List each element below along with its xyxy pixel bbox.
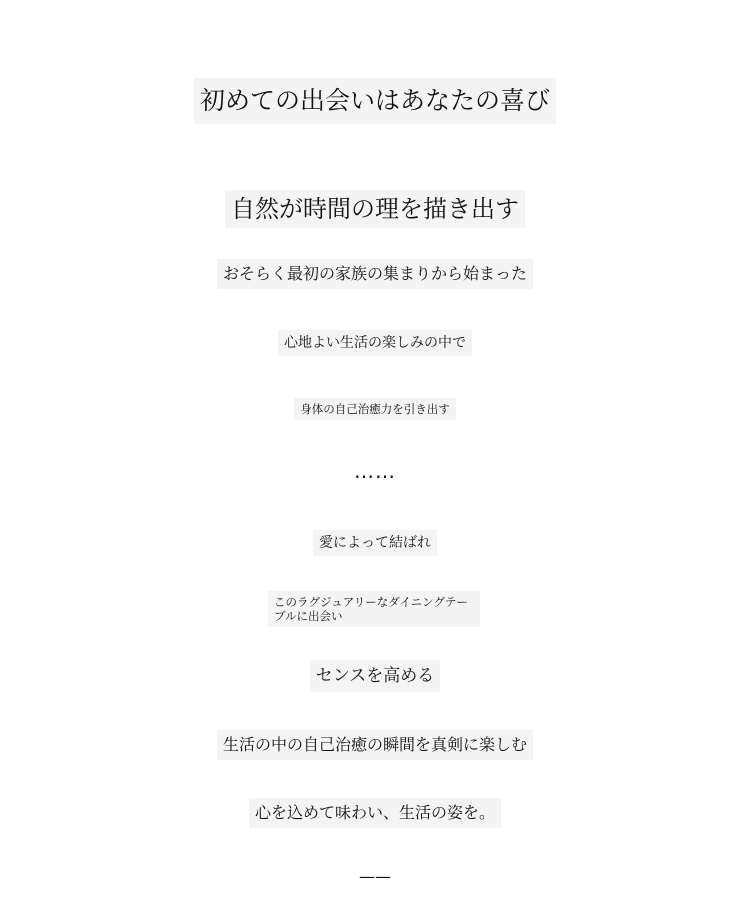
heading-line (0, 78, 750, 124)
dash-row (0, 864, 750, 890)
text-line-row (0, 660, 750, 692)
text-line-row (0, 330, 750, 356)
text-line: 身体の自己治癒力を引き出す (294, 398, 456, 420)
ellipsis-text: …… (354, 459, 396, 483)
text-line-row (268, 591, 480, 627)
text-line-row (0, 798, 750, 828)
text-line: 自然が時間の理を描き出す (225, 190, 525, 228)
text-line-row (0, 730, 750, 760)
text-line: 愛によって結ばれ (313, 530, 437, 556)
subheading-line (0, 190, 750, 228)
ellipsis-row (0, 458, 750, 484)
text-line: 心地よい生活の楽しみの中で (278, 330, 472, 356)
text-line: 心を込めて味わい、生活の姿を。 (249, 798, 501, 828)
text-line-row (0, 530, 750, 556)
text-line: 生活の中の自己治癒の瞬間を真剣に楽しむ (217, 730, 533, 760)
dash-text: —— (359, 867, 391, 886)
text-line: おそらく最初の家族の集まりから始まった (217, 259, 533, 289)
text-line: このラグジュアリーなダイニングテーブルに出会い (268, 591, 480, 627)
text-line-row (0, 259, 750, 289)
text-line: センスを高める (310, 660, 441, 692)
text-line-row (0, 398, 750, 420)
text-line: 初めての出会いはあなたの喜び (194, 78, 556, 124)
